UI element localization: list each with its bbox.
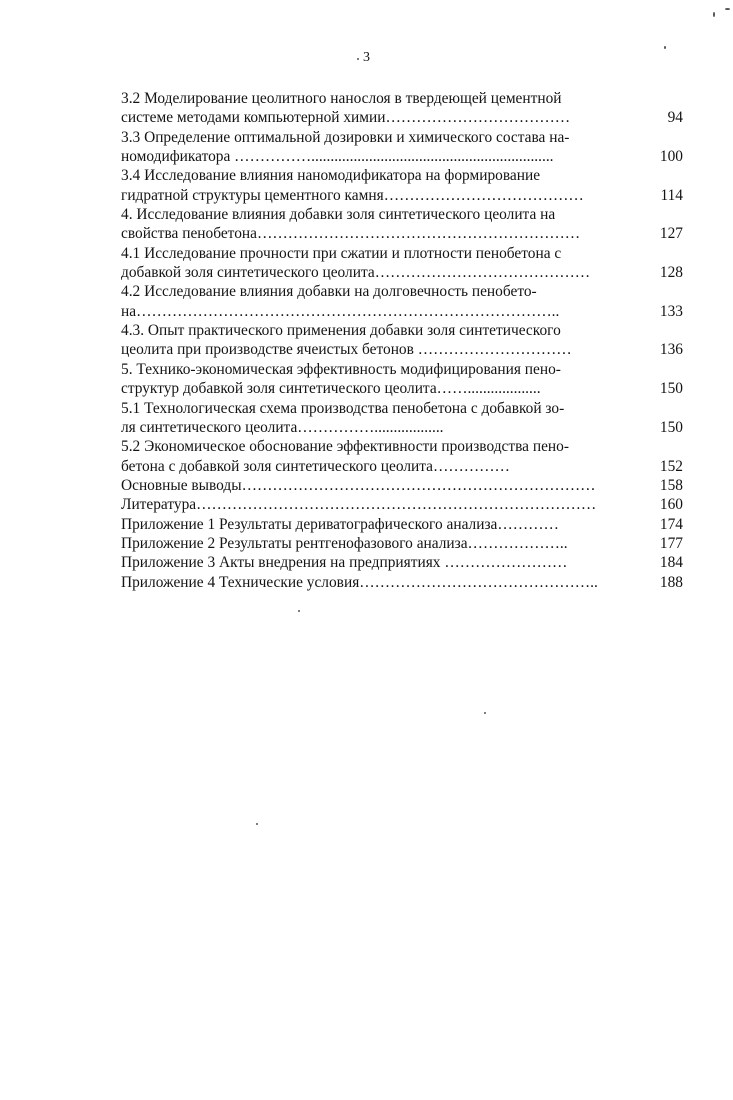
toc-entry-text: 3.4 Исследование влияния наномодификатора на формирование xyxy=(121,167,541,185)
toc-entry-text: 5. Технико-экономическая эффективность модифицирования пено- xyxy=(121,360,561,378)
toc-entry-text: 4.3. Опыт практического применения добавки золя синтетического xyxy=(121,322,561,340)
toc-page-number: 128 xyxy=(659,264,683,282)
toc-page-number: 174 xyxy=(659,515,683,533)
scan-speck xyxy=(298,610,300,612)
toc-entry-text: 3.3 Определение оптимальной дозировки и химического состава на- xyxy=(121,128,570,146)
toc-entry-text: 4. Исследование влияния добавки золя синтетического цеолита на xyxy=(121,206,556,224)
page-number: 3 xyxy=(363,50,370,65)
toc-entry xyxy=(121,89,683,128)
toc-page-number: 177 xyxy=(659,534,683,552)
toc-entry-text: Приложение 1 Результаты дериватографического анализа………… xyxy=(121,515,559,533)
toc-entry xyxy=(121,573,683,592)
toc-entry xyxy=(121,495,683,514)
scan-speck xyxy=(357,58,359,60)
toc-entry-text: добавкой золя синтетического цеолита…………………………………… xyxy=(121,264,591,282)
toc-entry-text: 4.1 Исследование прочности при сжатии и плотности пенобетона с xyxy=(121,244,562,262)
toc-entry-text: Литература…………………………………………………………………… xyxy=(121,496,597,514)
toc-entry xyxy=(121,476,683,495)
toc-page-number: 188 xyxy=(659,573,683,591)
scan-speck xyxy=(256,823,258,825)
toc-page-number: 133 xyxy=(659,302,683,320)
toc-page-number: 150 xyxy=(659,418,683,436)
toc-entry xyxy=(121,399,683,438)
toc-entry-text: ля синтетического цеолита…………….................. xyxy=(121,418,444,436)
toc-entry-text: Приложение 2 Результаты рентгенофазового анализа……………….. xyxy=(121,534,568,552)
toc-entry-text: 5.2 Экономическое обоснование эффективности производства пено- xyxy=(121,438,569,456)
toc-page-number: 127 xyxy=(659,225,683,243)
toc-entry xyxy=(121,205,683,244)
toc-entry xyxy=(121,437,683,476)
toc-page-number: 94 xyxy=(667,109,683,127)
toc-entry-text: 3.2 Моделирование цеолитного нанослоя в твердеющей цементной xyxy=(121,90,562,107)
scan-speck xyxy=(664,46,666,49)
toc-entry xyxy=(121,553,683,572)
toc-page-number: 152 xyxy=(659,457,683,475)
table-of-contents xyxy=(121,89,683,592)
toc-page-number: 158 xyxy=(659,476,683,494)
toc-entry-text: на……………………………………………………………………….. xyxy=(121,302,560,320)
toc-page-number: 150 xyxy=(659,380,683,398)
toc-page-number: 114 xyxy=(660,186,683,204)
toc-page-number: 100 xyxy=(659,148,683,166)
toc-entry-text: бетона с добавкой золя синтетического цеолита…………… xyxy=(121,457,510,475)
toc-entry-text: 5.1 Технологическая схема производства пенобетона с добавкой зо- xyxy=(121,399,565,417)
toc-entry xyxy=(121,166,683,205)
toc-entry xyxy=(121,128,683,167)
toc-page-number: 136 xyxy=(659,341,683,359)
toc-entry-text: цеолита при производстве ячеистых бетонов ………………………… xyxy=(121,341,572,359)
toc-page-number: 160 xyxy=(659,496,683,514)
toc-entry-text: гидратной структуры цементного камня………………………………… xyxy=(121,186,584,204)
scan-speck xyxy=(713,12,715,17)
scan-speck xyxy=(725,8,730,10)
toc-entry-text: системе методами компьютерной химии……………………………… xyxy=(121,109,571,127)
toc-entry-text: номодификатора ……………............................................................... xyxy=(121,148,554,166)
toc-entry xyxy=(121,534,683,553)
toc-page-number: 184 xyxy=(659,554,683,572)
toc-entry xyxy=(121,244,683,283)
toc-entry-text: Приложение 4 Технические условия……………………………………….. xyxy=(121,573,598,591)
toc-entry xyxy=(121,360,683,399)
toc-entry xyxy=(121,321,683,360)
toc-entry-text: структур добавкой золя синтетического цеолита……................... xyxy=(121,380,541,398)
toc-entry-text: 4.2 Исследование влияния добавки на долговечность пенобето- xyxy=(121,283,537,301)
toc-entry xyxy=(121,282,683,321)
toc-entry xyxy=(121,515,683,534)
toc-entry-text: Основные выводы…………………………………………………………… xyxy=(121,476,596,494)
toc-entry-text: свойства пенобетона……………………………………………………… xyxy=(121,225,581,243)
toc-entry-text: Приложение 3 Акты внедрения на предприятиях …………………… xyxy=(121,554,568,572)
scan-speck xyxy=(484,712,486,714)
